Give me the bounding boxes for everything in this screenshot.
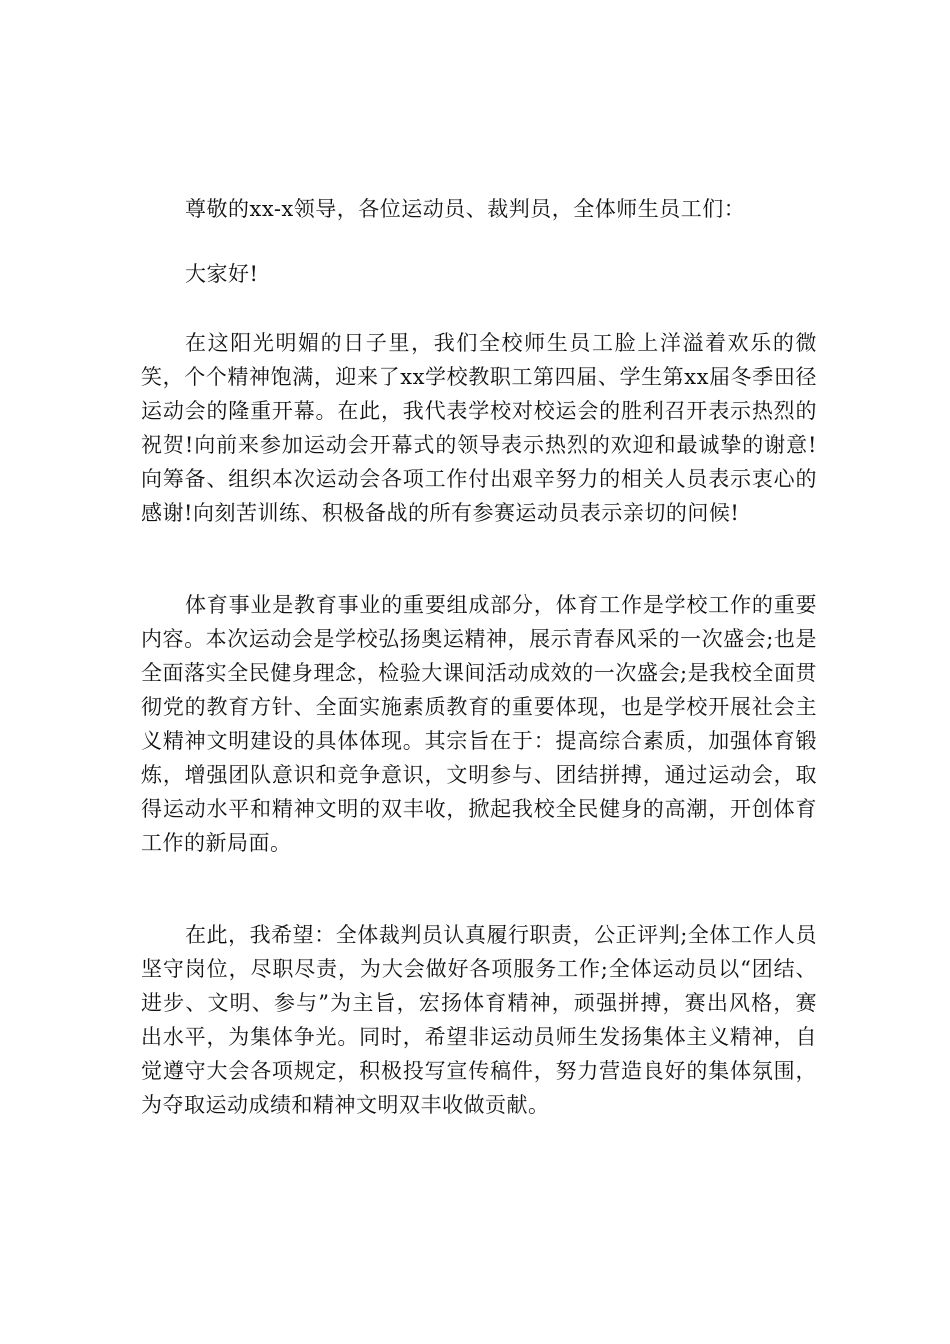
greeting: 大家好!: [185, 262, 259, 286]
paragraph-expectations: 在此，我希望：全体裁判员认真履行职责，公正评判;全体工作人员坚守岗位，尽职尽责，为大会做好各项服务工作;全体运动员以“团结、进步、文明、参与”为主旨，宏扬体育精神，顽强拼搏，赛出风格，赛出水平，为集体争光。同时，希望非运动员师生发扬集体主义精神，自觉遵守大会各项规定，积极投写宣传稿件，努力营造良好的集体氛围，为夺取运动成绩和精神文明双丰收做贡献。: [141, 923, 817, 1117]
salutation: 尊敬的xx-x领导，各位运动员、裁判员，全体师生员工们：: [185, 197, 746, 221]
paragraph-opening: 在这阳光明媚的日子里，我们全校师生员工脸上洋溢着欢乐的微笑，个个精神饱满，迎来了xx学校教职工第四届、学生第xx届冬季田径运动会的隆重开幕。在此，我代表学校对校运会的胜利召开表示热烈的祝贺!向前来参加运动会开幕式的领导表示热烈的欢迎和最诚挚的谢意!向筹备、组织本次运动会各项工作付出艰辛努力的相关人员表示衷心的感谢!向刻苦训练、积极备战的所有参赛运动员表示亲切的问候!: [141, 331, 817, 525]
paragraph-significance: 体育事业是教育事业的重要组成部分，体育工作是学校工作的重要内容。本次运动会是学校弘扬奥运精神，展示青春风采的一次盛会;也是全面落实全民健身理念，检验大课间活动成效的一次盛会;是我校全面贯彻党的教育方针、全面实施素质教育的重要体现，也是学校开展社会主义精神文明建设的具体体现。其宗旨在于：提高综合素质，加强体育锻炼，增强团队意识和竞争意识，文明参与、团结拼搏，通过运动会，取得运动水平和精神文明的双丰收，掀起我校全民健身的高潮，开创体育工作的新局面。: [141, 593, 817, 855]
speech-body: [141, 192, 817, 1122]
